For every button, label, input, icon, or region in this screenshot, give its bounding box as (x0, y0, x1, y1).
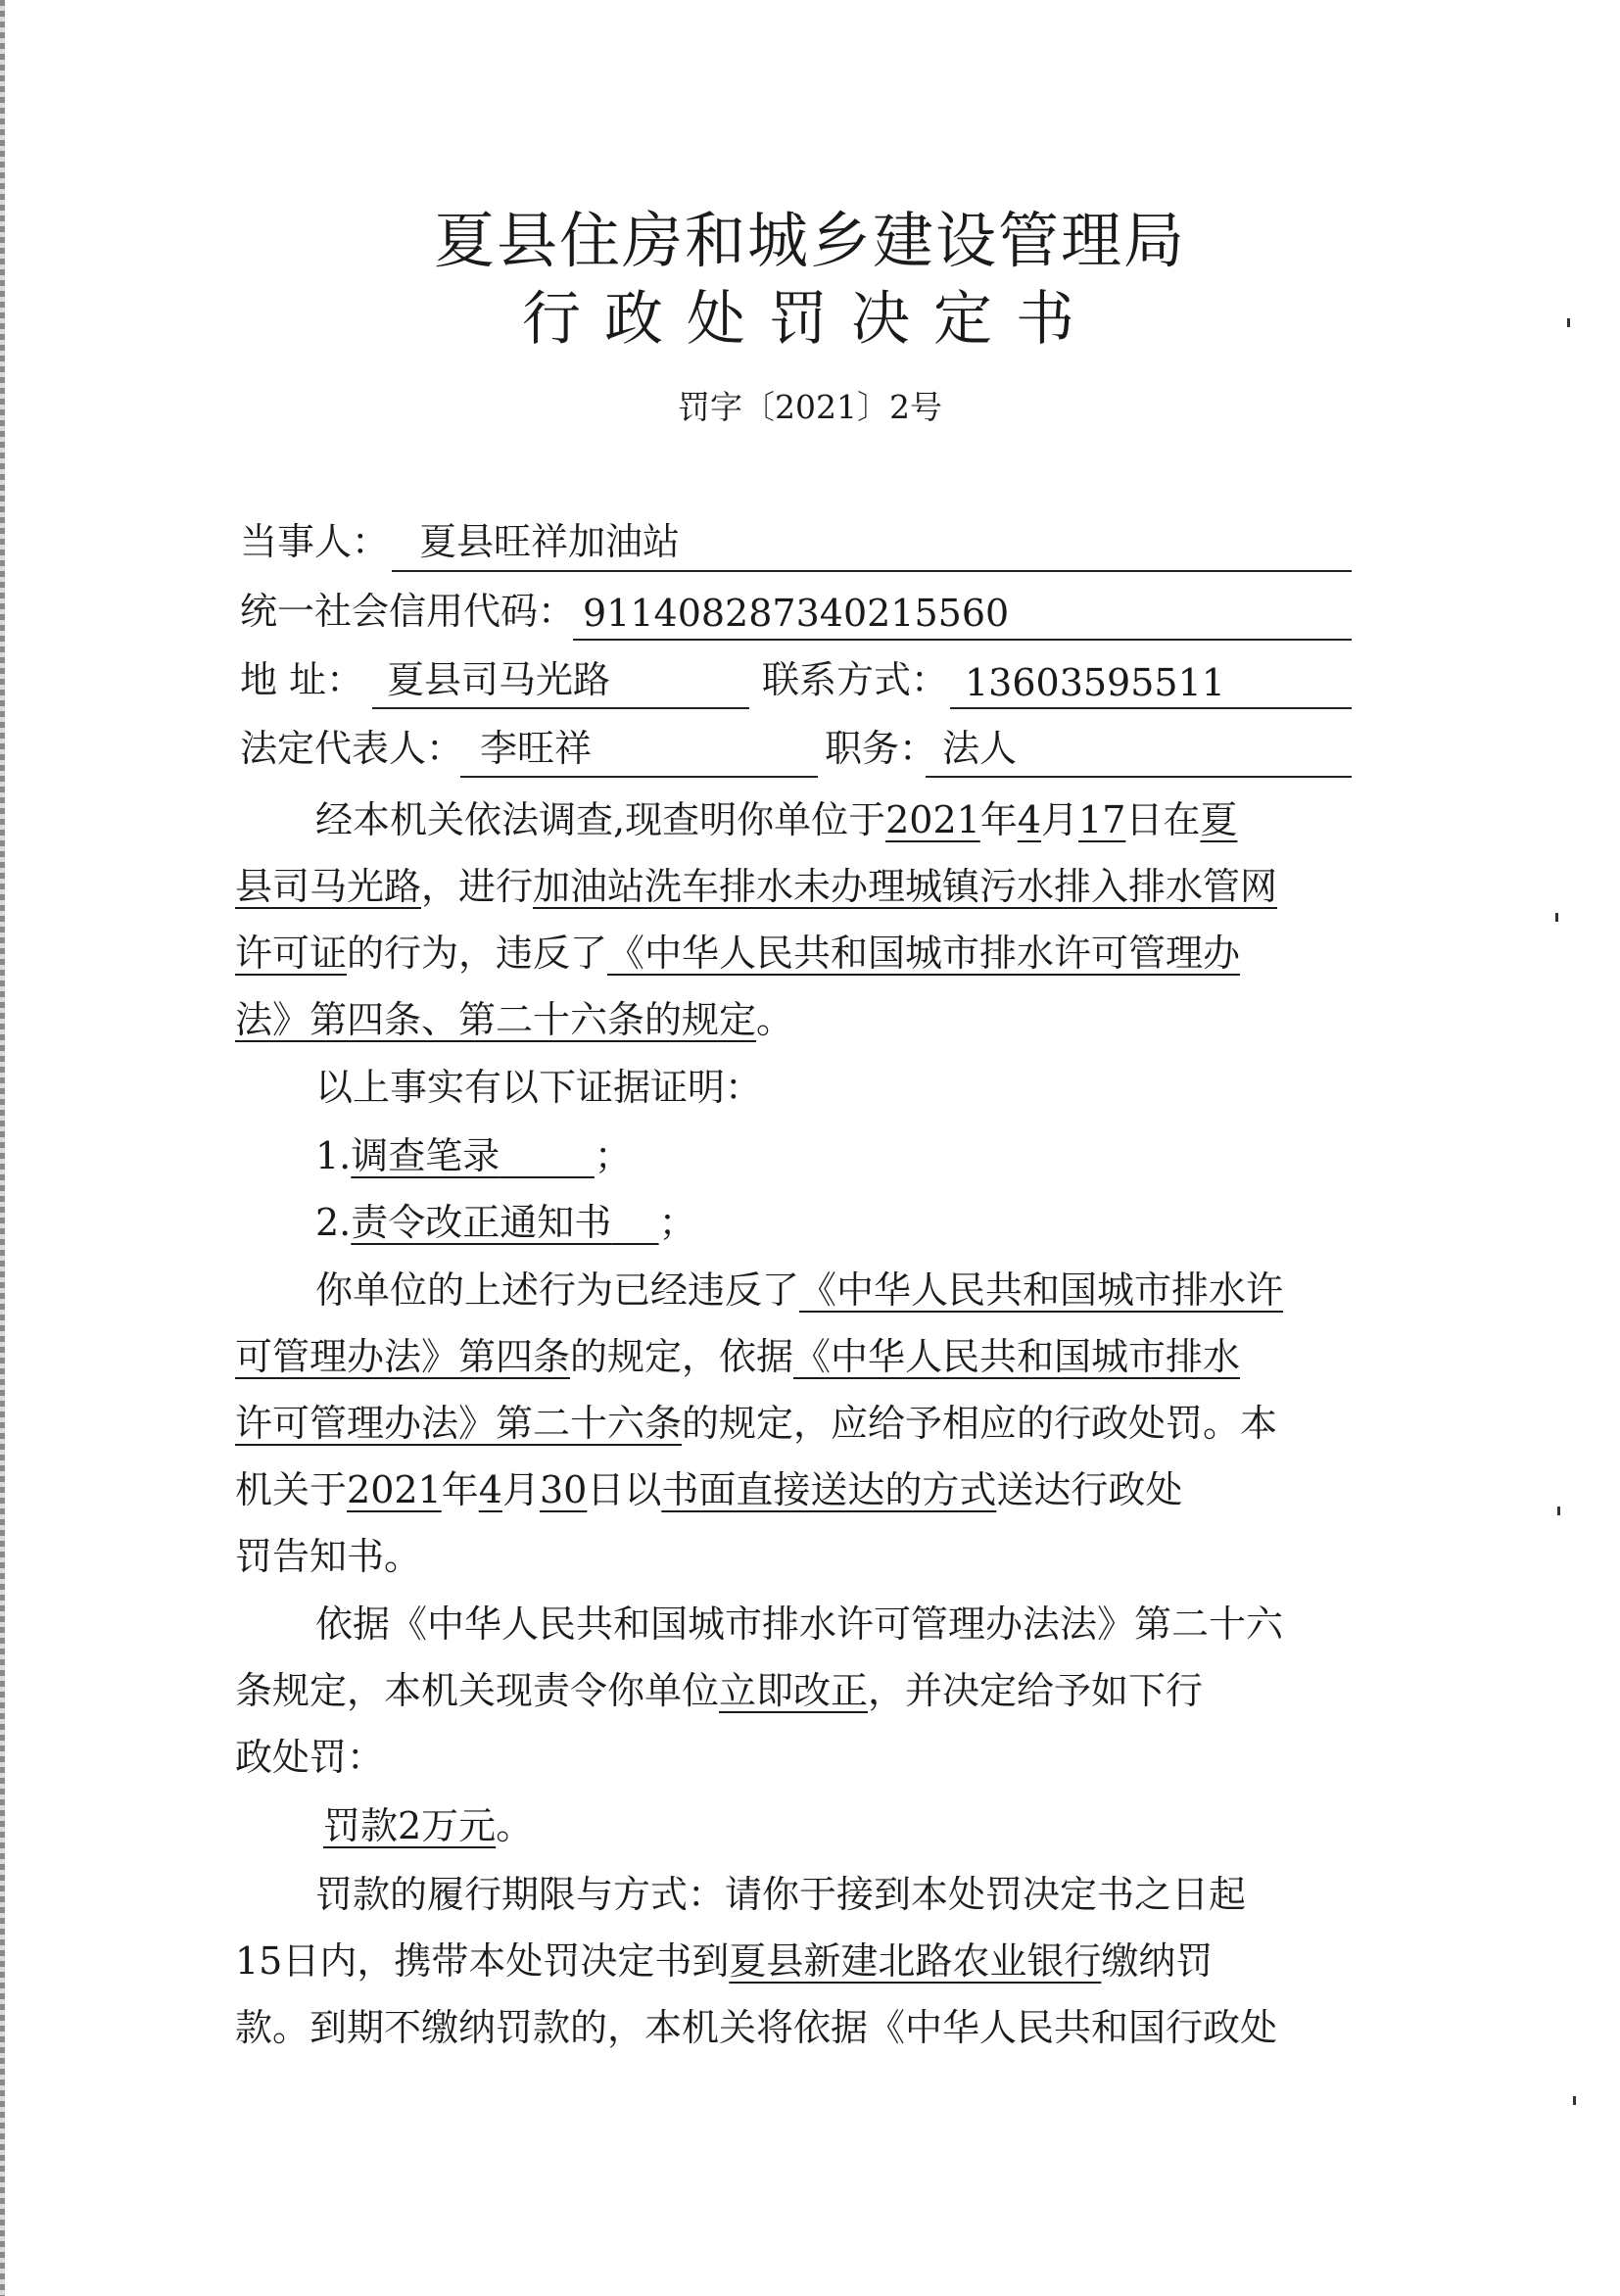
para3-line2: 条规定，本机关现责令你单位立即改正，并决定给予如下行 (235, 1669, 1204, 1712)
address-label: 地 址： (240, 658, 364, 701)
penalty-amount: 罚款2万元 (323, 1804, 497, 1847)
penalty-line: 罚款2万元。 (323, 1804, 534, 1847)
contact-value: 13603595511 (965, 661, 1225, 704)
evidence-item: 1.调查笔录 ； (315, 1134, 632, 1177)
para1-line2: 县司马光路，进行加油站洗车排水未办理城镇污水排入排水管网 (235, 865, 1278, 908)
position-label: 职务： (825, 727, 937, 770)
evidence-item: 2.责令改正通知书 ； (315, 1201, 696, 1244)
para2-line4: 机关于2021年4月30日以书面直接送达的方式送达行政处 (235, 1468, 1183, 1511)
address-value: 夏县司马光路 (387, 658, 611, 701)
contact-line (950, 707, 1352, 709)
contact-label: 联系方式： (762, 658, 949, 701)
para2-line1: 你单位的上述行为已经违反了《中华人民共和国城市排水许 (315, 1268, 1284, 1312)
legal-rep-line (460, 776, 818, 778)
scan-speck (1555, 913, 1558, 922)
para3-line3: 政处罚： (235, 1736, 385, 1779)
para3-line1: 依据《中华人民共和国城市排水许可管理办法法》第二十六 (315, 1602, 1284, 1646)
credit-code-line (573, 639, 1352, 641)
para1-line4: 法》第四条、第二十六条的规定。 (235, 998, 794, 1041)
para4-line3: 款。到期不缴纳罚款的，本机关将依据《中华人民共和国行政处 (235, 2006, 1278, 2049)
credit-code-label: 统一社会信用代码： (240, 590, 576, 633)
legal-rep-value: 李旺祥 (480, 727, 593, 770)
party-name-label: 当事人： (240, 520, 390, 563)
para4-line2: 15日内，携带本处罚决定书到夏县新建北路农业银行缴纳罚 (235, 1939, 1214, 1983)
credit-code-value: 911408287340215560 (583, 592, 1010, 635)
evidence-intro: 以上事实有以下证据证明： (315, 1066, 763, 1109)
para1-line1: 经本机关依法调查,现查明你单位于2021年4月17日在夏 (315, 798, 1238, 841)
document-type-title: 行政处罚决定书 (522, 285, 1098, 354)
para4-line1: 罚款的履行期限与方式：请你于接到本处罚决定书之日起 (315, 1873, 1247, 1916)
para2-line5: 罚告知书。 (235, 1535, 422, 1578)
para2-line3: 许可管理办法》第二十六条的规定，应给予相应的行政处罚。本 (235, 1402, 1278, 1445)
party-name-value: 夏县旺祥加油站 (419, 520, 681, 563)
agency-title: 夏县住房和城乡建设管理局 (433, 205, 1186, 276)
scan-speck (1567, 318, 1570, 327)
para1-line3: 许可证的行为，违反了《中华人民共和国城市排水许可管理办 (235, 932, 1241, 975)
scan-speck (1557, 1507, 1560, 1515)
position-value: 法人 (942, 727, 1018, 770)
position-line (926, 776, 1352, 778)
document-number: 罚字〔2021〕2号 (678, 388, 942, 426)
address-line (372, 707, 749, 709)
para2-line2: 可管理办法》第四条的规定，依据《中华人民共和国城市排水 (235, 1335, 1241, 1378)
party-name-line (392, 570, 1352, 572)
legal-rep-label: 法定代表人： (240, 727, 464, 770)
scan-speck (1573, 2096, 1576, 2105)
